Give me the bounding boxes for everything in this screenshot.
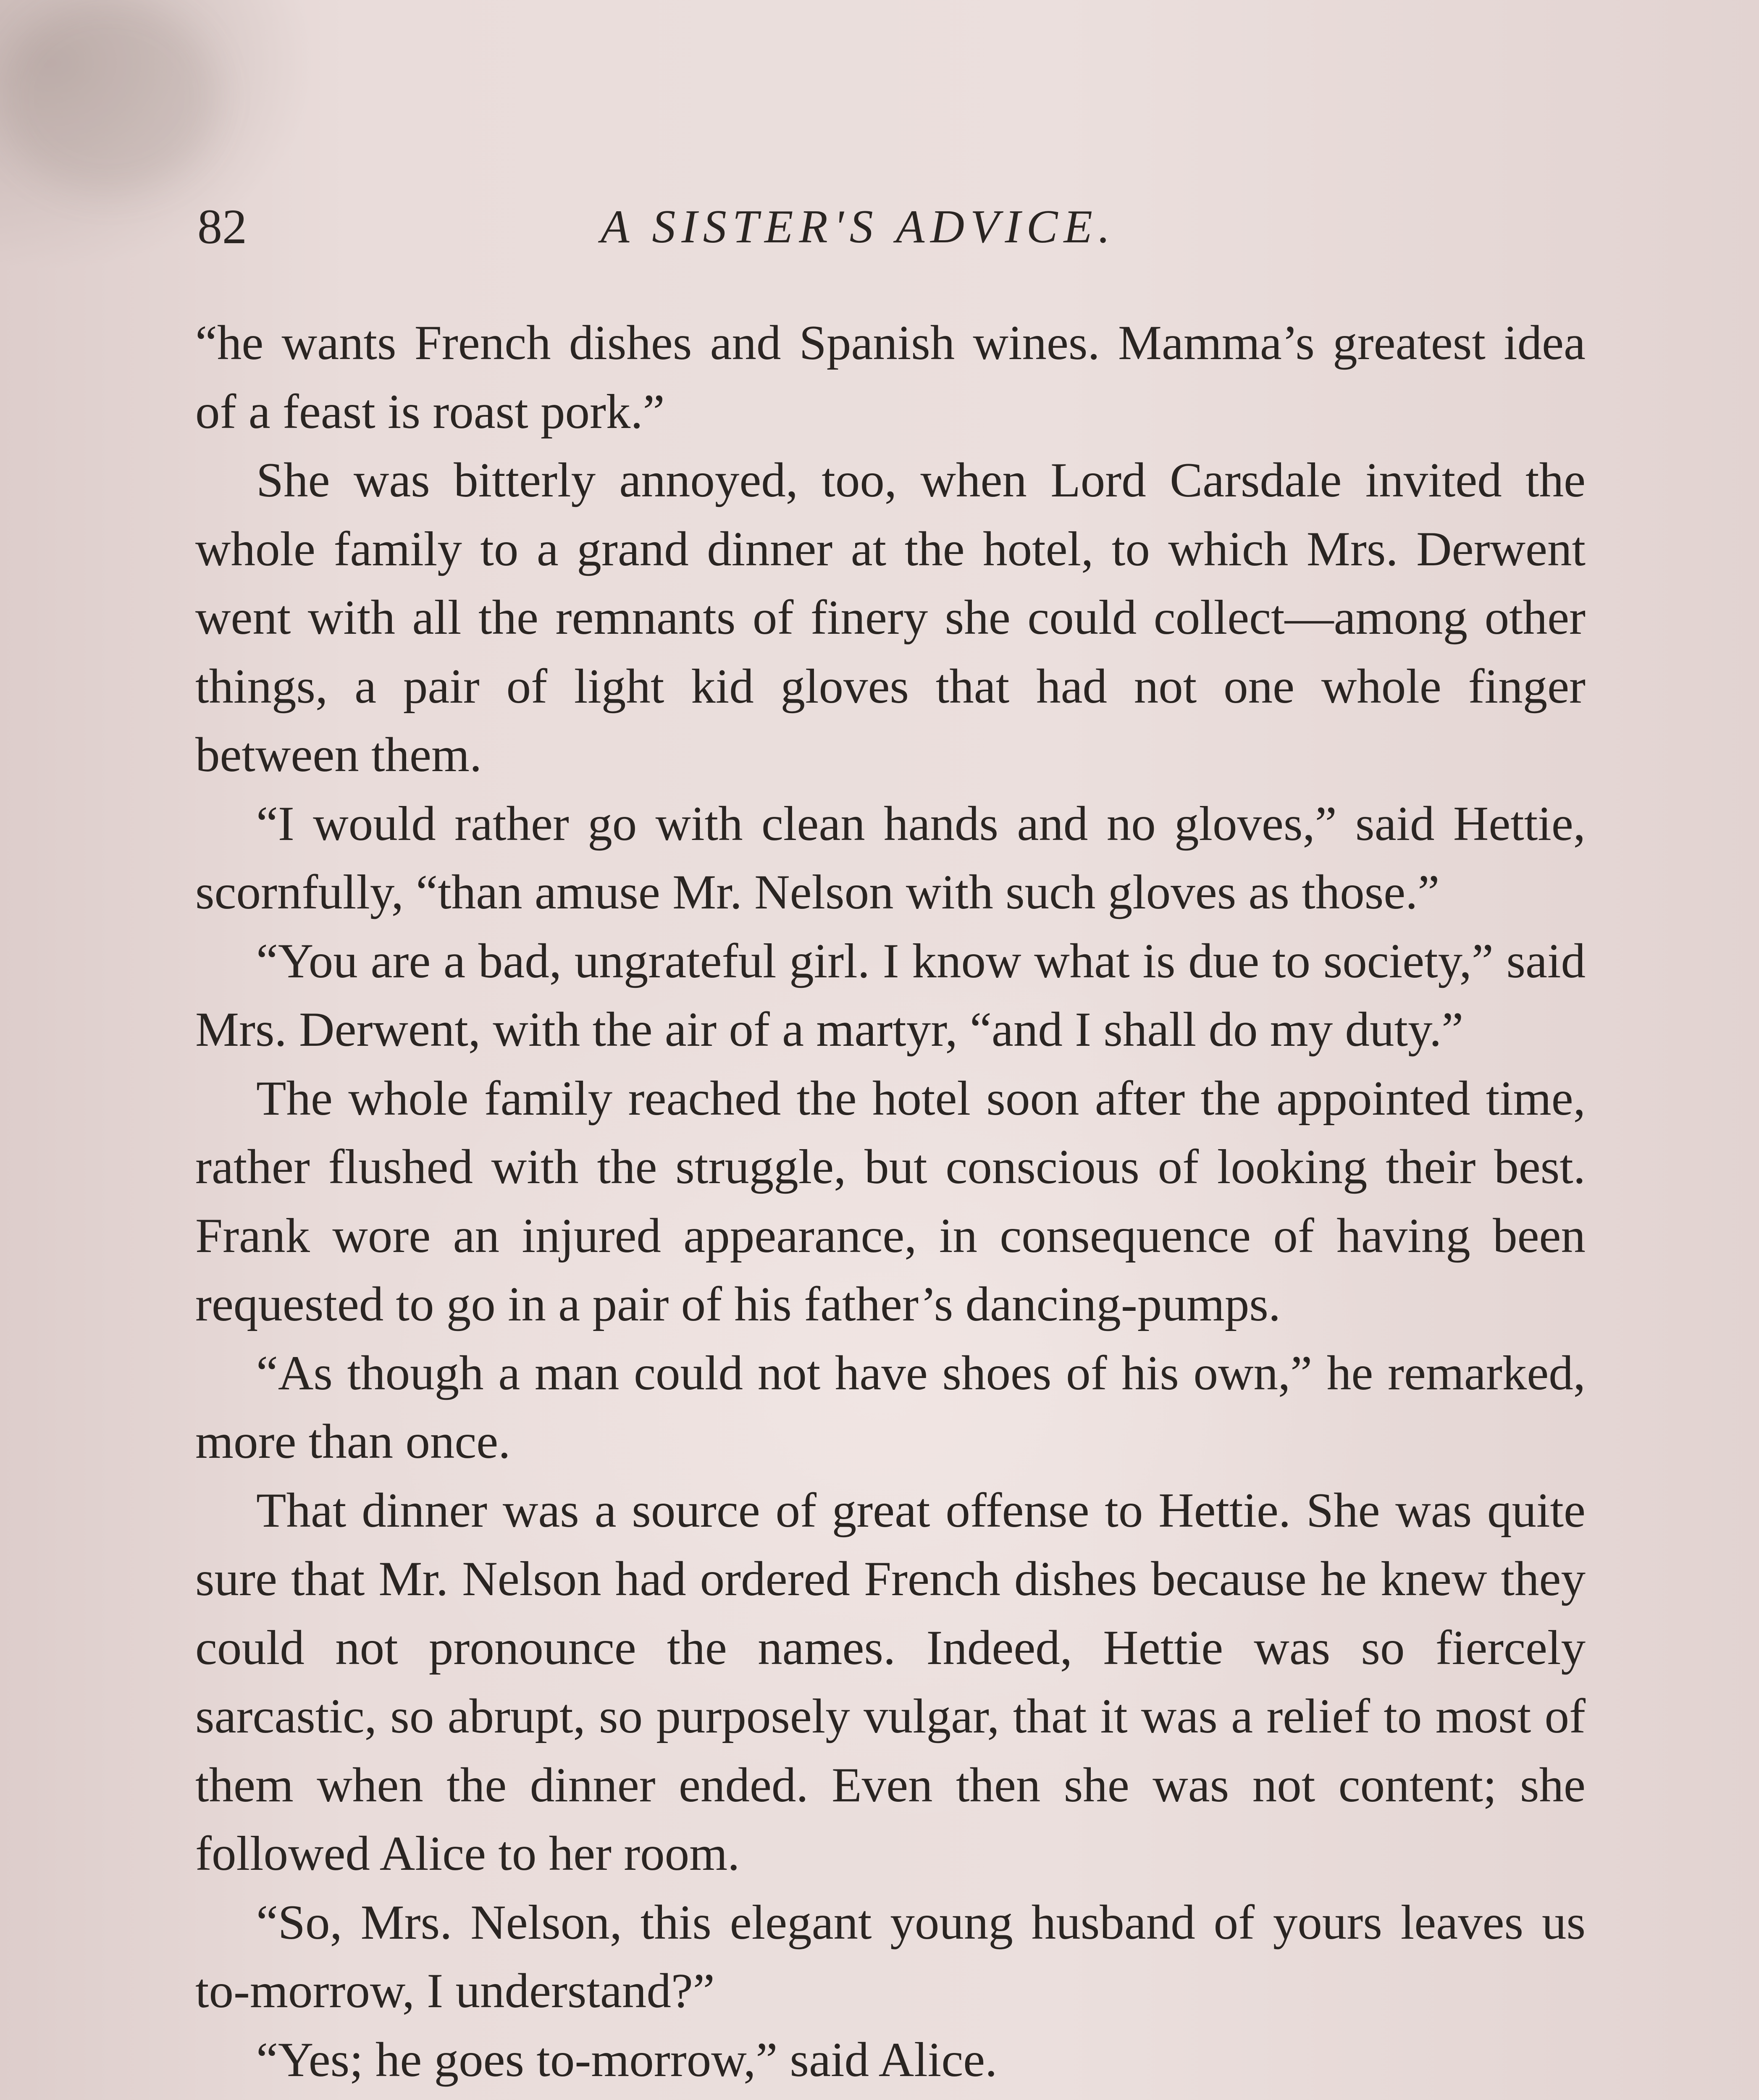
paragraph: The whole family reached the hotel soon after the appointed time, rather flushed with the struggle, but conscious of looking their best. Frank wore an injured appearance, in consequence of having been requested to go in a pair of his father’s dancing-pumps. [195,1071,1586,1331]
running-title: A SISTER'S ADVICE. [601,201,1116,253]
paragraph: She was bitterly annoyed, too, when Lord Carsdale invited the whole family to a grand dinner at the hotel, to which Mrs. Derwent went with all the remnants of finery she could collect—among other things, a pair of light kid gloves that had not one whole finger between them. [195,453,1586,782]
paragraph: “So, Mrs. Nelson, this elegant young husband of yours leaves us to-morrow, I understand?” [195,1895,1586,2018]
paragraph: “he wants French dishes and Spanish wines. Mamma’s greatest idea of a feast is roast pork.” [195,316,1586,439]
page-number: 82 [197,199,247,254]
paragraph [195,2094,1586,2100]
paragraph: “As though a man could not have shoes of his own,” he remarked, more than once. [195,1346,1586,1469]
paragraph: That dinner was a source of great offense to Hettie. She was quite sure that Mr. Nelson had ordered French dishes because he knew they could not pronounce the names. Indeed, Hettie was so fiercely sarcastic, so abrupt, so purposely vulgar, that it was a relief to most of them when the dinner ended. Even then she was not content; she followed Alice to her room. [195,1483,1586,1881]
paragraph: “I would rather go with clean hands and no gloves,” said Hettie, scornfully, “than amuse Mr. Nelson with such gloves as those.” [195,796,1586,919]
running-head [197,189,1583,265]
body-text [195,309,1586,2100]
page-stain [0,0,218,193]
paragraph: “Yes; he goes to-morrow,” said Alice. [256,2032,998,2087]
paragraph: “You are a bad, ungrateful girl. I know what is due to society,” said Mrs. Derwent, with the air of a martyr, “and I shall do my duty.” [195,934,1586,1057]
